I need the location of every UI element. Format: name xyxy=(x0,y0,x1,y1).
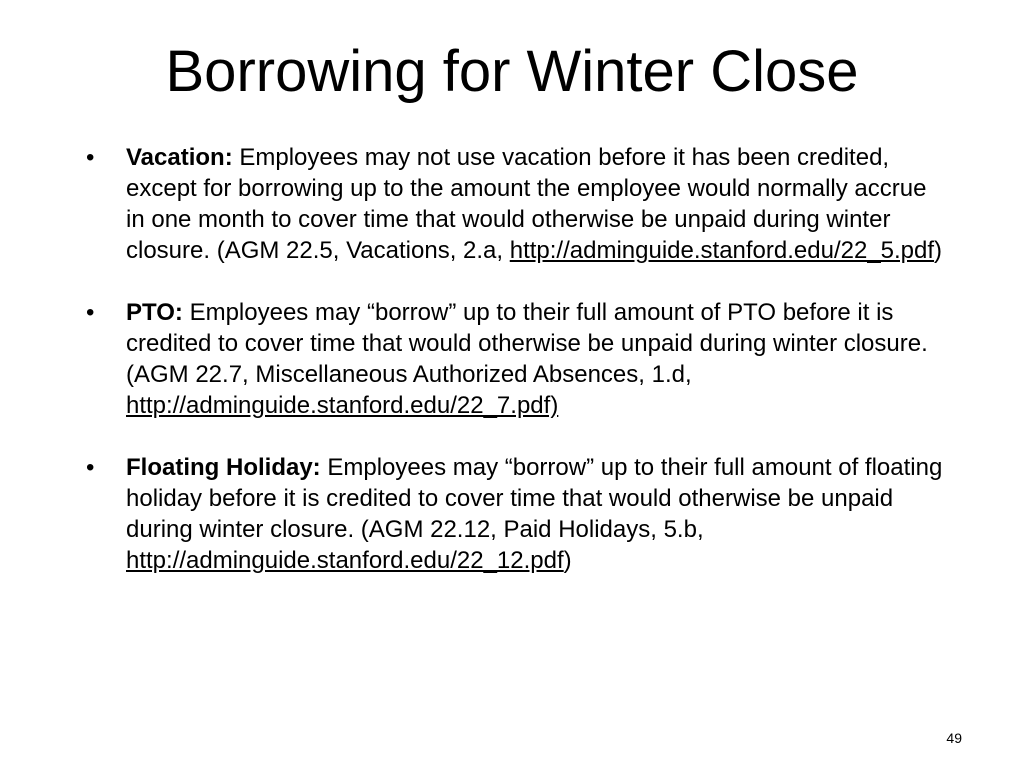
bullet-lead: Floating Holiday: xyxy=(126,454,321,481)
bullet-vacation xyxy=(86,142,946,266)
bullet-dot-icon: • xyxy=(86,144,95,171)
bullet-pto xyxy=(86,297,946,421)
bullet-text: Employees may not use vacation before it has been credited, except for borrowing up to the amount the employee would normally accrue in one month to cover time that would otherwise be unpaid during winter closure. (AGM 22.5, Vacations, 2.a, xyxy=(126,144,927,264)
bullet-lead: PTO: xyxy=(126,299,183,326)
policy-link-floating-holiday[interactable]: http://adminguide.stanford.edu/22_12.pdf xyxy=(126,547,564,574)
bullet-dot-icon: • xyxy=(86,454,95,481)
bullet-tail: ) xyxy=(934,237,943,264)
policy-link-vacation[interactable]: http://adminguide.stanford.edu/22_5.pdf xyxy=(509,237,935,264)
page-number: 49 xyxy=(946,730,962,746)
bullet-text: Employees may “borrow” up to their full amount of PTO before it is credited to cover time that would otherwise be unpaid during winter closure. (AGM 22.7, Miscellaneous Authorized Absences, 1.d, xyxy=(126,299,928,388)
bullet-dot-icon: • xyxy=(86,299,95,326)
bullet-text: Employees may “borrow” up to their full amount of floating holiday before it is credited to cover time that would otherwise be unpaid during winter closure. (AGM 22.12, Paid Holidays, 5.b, xyxy=(126,454,943,543)
bullet-list xyxy=(86,142,946,607)
bullet-tail: ) xyxy=(563,547,572,574)
slide-title: Borrowing for Winter Close xyxy=(165,39,859,104)
bullet-floating-holiday xyxy=(86,452,946,576)
bullet-lead: Vacation: xyxy=(126,144,233,171)
policy-link-pto[interactable]: http://adminguide.stanford.edu/22_7.pdf) xyxy=(126,392,559,419)
